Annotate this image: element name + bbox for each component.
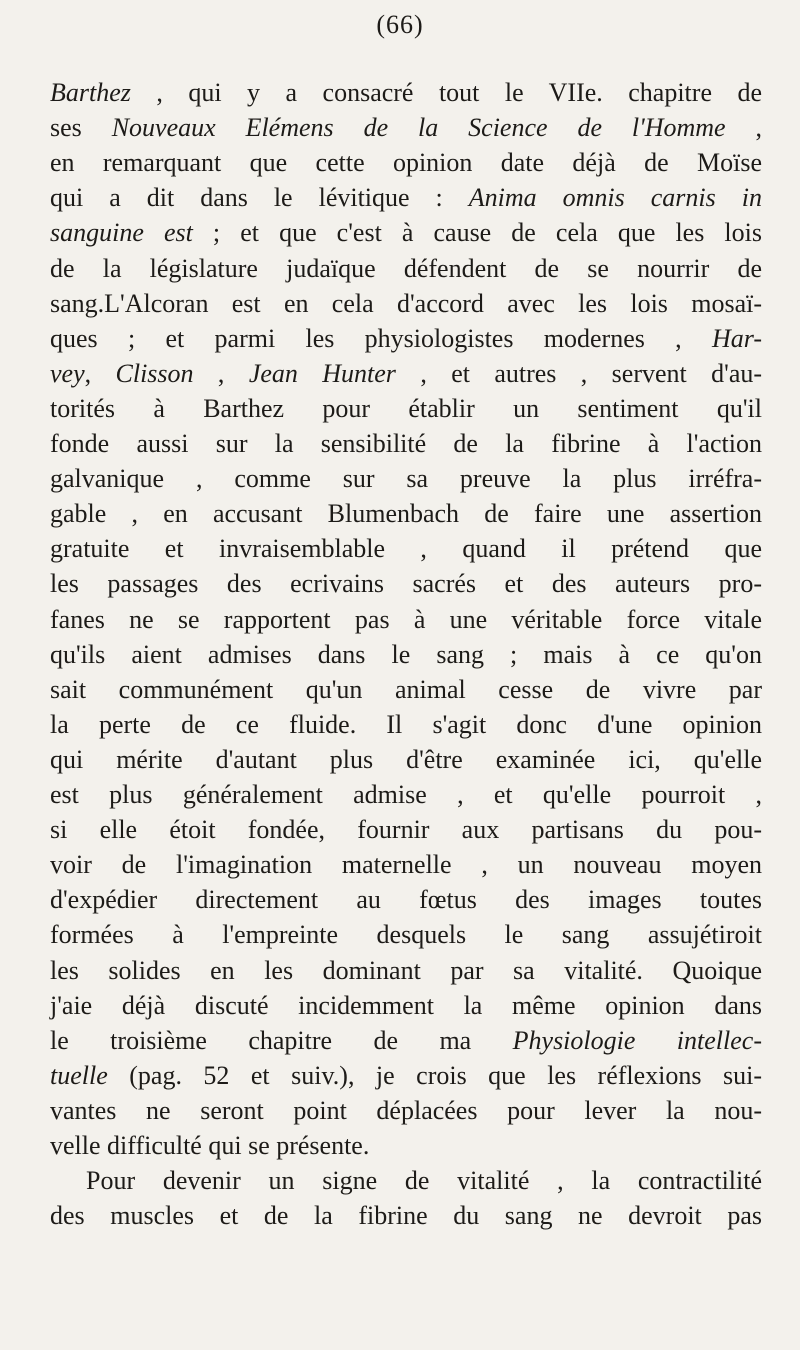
text-segment: la perte de ce fluide. Il s'agit donc d'une opinion <box>50 709 762 739</box>
italic-text: Anima omnis carnis in <box>468 183 762 213</box>
text-line <box>50 462 762 496</box>
text-segment: qu'ils aient admises dans le sang ; mais à ce qu'on <box>50 639 762 669</box>
text-line <box>50 848 762 882</box>
text-line <box>50 954 762 988</box>
text-segment: gable , en accusant Blumenbach de faire une assertion <box>50 499 762 529</box>
text-segment: qui mérite d'autant plus d'être examinée ici, qu'elle <box>50 744 762 774</box>
text-segment: en remarquant que cette opinion date déjà de Moïse <box>50 148 762 178</box>
text-line <box>50 497 762 531</box>
italic-text: Nouveaux Elémens de la Science de l'Homme <box>111 113 726 143</box>
text-segment: les passages des ecrivains sacrés et des auteurs pro- <box>50 569 762 599</box>
text-line <box>50 813 762 847</box>
text-line <box>50 111 762 145</box>
italic-text: Jean Hunter <box>248 358 396 388</box>
text-segment: j'aie déjà discuté incidemment la même opinion dans <box>50 990 762 1020</box>
text-segment: voir de l'imagination maternelle , un nouveau moyen <box>50 850 762 880</box>
text-segment: le troisième chapitre de ma <box>50 1025 513 1055</box>
text-line <box>50 1199 762 1233</box>
text-segment: sang.L'Alcoran est en cela d'accord avec les lois mosaï- <box>50 288 762 318</box>
italic-text: Barthez <box>50 78 131 107</box>
text-segment: vantes ne seront point déplacées pour lever la nou- <box>50 1095 762 1125</box>
text-line <box>50 392 762 426</box>
text-segment: , <box>725 113 763 143</box>
text-segment: ques ; et parmi les physiologistes modernes , <box>50 323 712 353</box>
text-segment: de la législature judaïque défendent de se nourrir de <box>50 253 762 283</box>
text-line <box>50 1059 762 1093</box>
text-line <box>50 287 762 321</box>
text-segment: velle difficulté qui se présente. <box>50 1131 370 1160</box>
text-segment: formées à l'empreinte desquels le sang assujétiroit <box>50 920 762 950</box>
text-line <box>50 1024 762 1058</box>
text-line <box>50 532 762 566</box>
text-line <box>50 778 762 812</box>
text-segment: , et autres , servent d'au- <box>395 358 763 388</box>
page-number: (66) <box>376 10 424 39</box>
italic-text: Clisson <box>115 358 194 388</box>
text-segment: fanes ne se rapportent pas à une véritable force vitale <box>50 604 762 634</box>
text-line <box>50 918 762 952</box>
italic-text: tuelle <box>50 1060 108 1090</box>
text-segment: d'expédier directement au fœtus des images toutes <box>50 885 762 915</box>
text-line <box>50 603 762 637</box>
text-line <box>50 743 762 777</box>
text-segment: est plus généralement admise , et qu'elle pourroit , <box>50 780 762 809</box>
text-line <box>50 638 762 672</box>
text-segment: galvanique , comme sur sa preuve la plus irréfra- <box>50 464 762 494</box>
text-line <box>50 1129 762 1163</box>
text-segment: ; et que c'est à cause de cela que les lois <box>192 218 762 248</box>
text-segment: , <box>193 358 249 388</box>
text-line <box>50 216 762 250</box>
text-line <box>50 1094 762 1128</box>
text-line <box>50 708 762 742</box>
text-line <box>50 322 762 356</box>
text-segment: qui a dit dans le lévitique : <box>50 183 469 213</box>
text-line <box>86 1164 762 1198</box>
text-line <box>50 76 762 110</box>
text-segment: les solides en les dominant par sa vitalité. Quoique <box>50 955 762 985</box>
text-segment: , qui y a consacré tout le VIIe. chapitre de <box>130 78 762 107</box>
italic-text: sanguine est <box>50 218 193 248</box>
text-line <box>50 567 762 601</box>
text-line <box>50 146 762 180</box>
italic-text: Physiologie intellec- <box>512 1025 762 1055</box>
text-segment: si elle étoit fondée, fournir aux partisans du pou- <box>50 815 762 845</box>
text-line <box>50 252 762 286</box>
text-line <box>50 181 762 215</box>
italic-text: vey <box>50 358 85 388</box>
text-segment: , <box>84 358 116 388</box>
text-line <box>50 883 762 917</box>
text-segment: gratuite et invraisemblable , quand il prétend que <box>50 534 762 564</box>
text-segment: fonde aussi sur la sensibilité de la fibrine à l'action <box>50 429 762 458</box>
text-segment: des muscles et de la fibrine du sang ne devroit pas <box>50 1201 762 1231</box>
text-line <box>50 989 762 1023</box>
italic-text: Har- <box>711 323 762 353</box>
text-line <box>50 427 762 461</box>
text-segment: torités à Barthez pour établir un sentiment qu'il <box>50 393 762 423</box>
text-segment: ses <box>50 113 112 143</box>
text-line <box>50 673 762 707</box>
text-segment: (pag. 52 et suiv.), je crois que les réflexions sui- <box>107 1060 762 1090</box>
text-segment: sait communément qu'un animal cesse de vivre par <box>50 674 762 704</box>
text-segment: Pour devenir un signe de vitalité , la contractilité <box>86 1166 762 1196</box>
text-line <box>50 357 762 391</box>
